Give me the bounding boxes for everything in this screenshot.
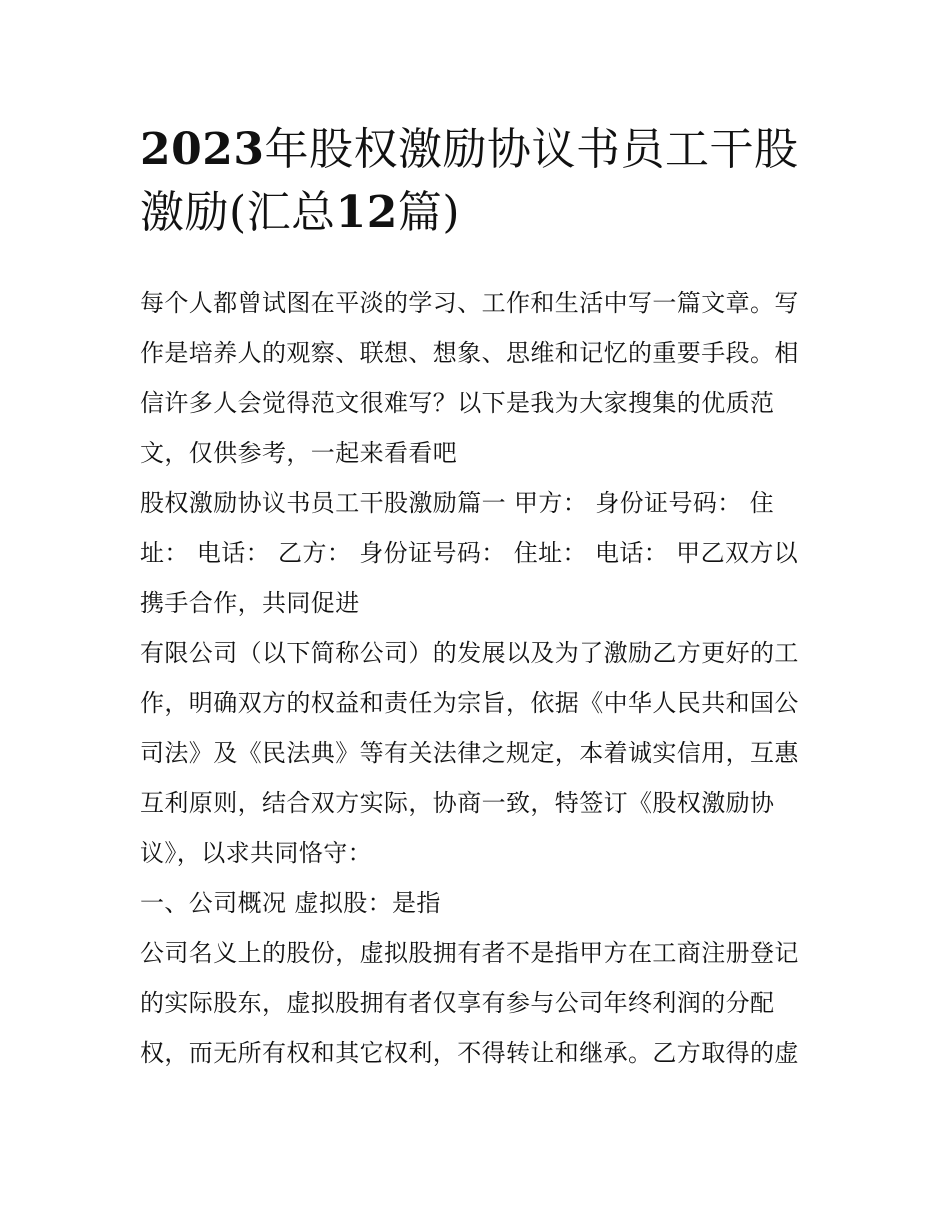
document-body	[140, 278, 815, 1078]
title-text: 年股权激励协议书员工干股激励(汇总	[140, 124, 799, 238]
section-heading: 一、公司概况 虚拟股：是指	[140, 889, 441, 917]
title-year: 2023	[140, 124, 265, 175]
title-count: 12	[335, 187, 398, 238]
intro-paragraph: 每个人都曾试图在平淡的学习、工作和生活中写一篇文章。写作是培养人的观察、联想、想象、思维和记忆的重要手段。相信许多人会觉得范文很难写？以下是我为大家搜集的优质范文，仅供参考，一起来看看吧	[140, 289, 799, 467]
definition-paragraph: 公司名义上的股份，虚拟股拥有者不是指甲方在工商注册登记的实际股东，虚拟股拥有者仅享有参与公司年终利润的分配权，而无所有权和其它权利，不得转让和继承。乙方取得的虚	[140, 939, 799, 1067]
document-title	[140, 118, 830, 244]
parties-paragraph: 股权激励协议书员工干股激励篇一 甲方： 身份证号码： 住址： 电话： 乙方： 身份证号码： 住址： 电话： 甲乙双方以携手合作，共同促进	[140, 489, 799, 617]
title-suffix: 篇)	[397, 187, 461, 238]
purpose-paragraph: 有限公司（以下简称公司）的发展以及为了激励乙方更好的工作，明确双方的权益和责任为宗旨，依据《中华人民共和国公司法》及《民法典》等有关法律之规定，本着诚实信用，互惠互利原则，结合双方实际，协商一致，特签订《股权激励协议》，以求共同恪守：	[140, 639, 799, 867]
